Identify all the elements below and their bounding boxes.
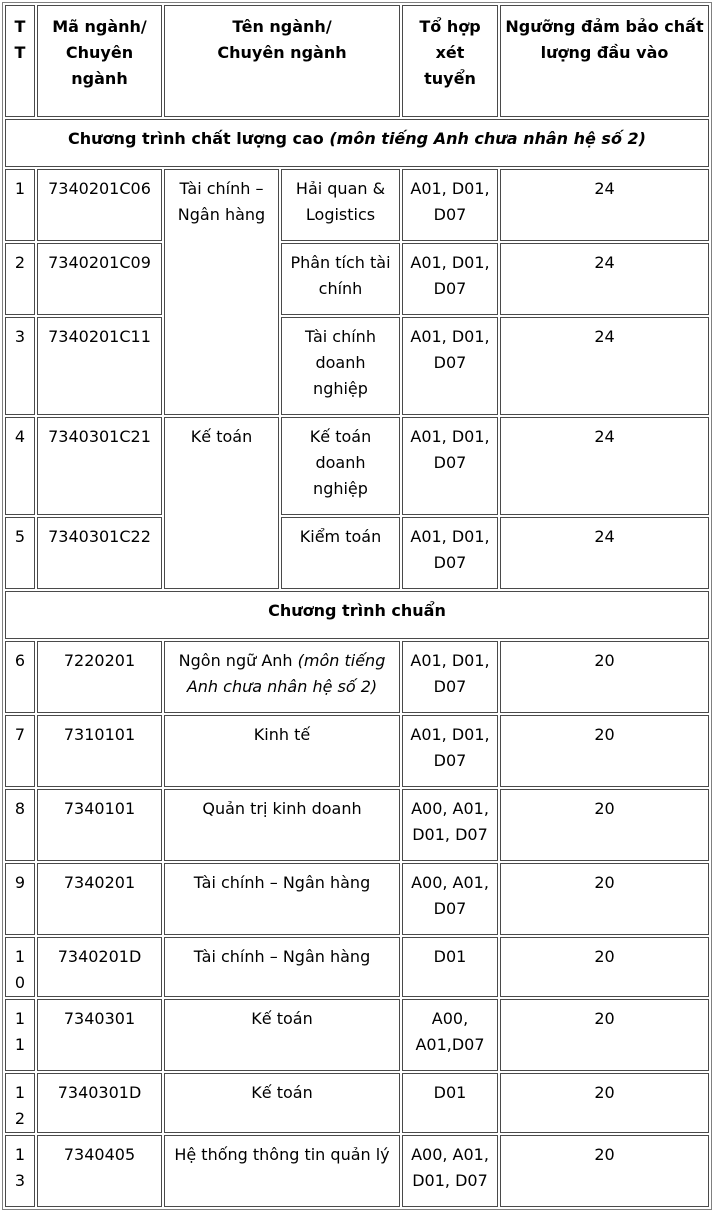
row-threshold: 20	[500, 863, 709, 935]
row-threshold: 20	[500, 641, 709, 713]
row-code: 7340405	[37, 1135, 162, 1207]
row-major: Ngôn ngữ Anh (môn tiếng Anh chưa nhân hệ số 2)	[164, 641, 400, 713]
row-combo: A00, A01, D01, D07	[402, 789, 498, 861]
row-combo: A01, D01, D07	[402, 715, 498, 787]
row-threshold: 24	[500, 417, 709, 515]
table-row	[5, 243, 709, 315]
row-major: Phân tích tài chính	[281, 243, 400, 315]
row-combo: D01	[402, 1073, 498, 1133]
row-tt: 11	[5, 999, 35, 1071]
row-combo: A01, D01, D07	[402, 317, 498, 415]
row-combo: A01, D01, D07	[402, 169, 498, 241]
admission-table	[2, 2, 712, 1210]
section-standard: Chương trình chuẩn	[5, 591, 709, 639]
row-code: 7340201D	[37, 937, 162, 997]
group-finance: Tài chính – Ngân hàng	[164, 169, 279, 415]
row-code: 7340201C09	[37, 243, 162, 315]
row-major: Kế toán doanh nghiệp	[281, 417, 400, 515]
table-row	[5, 169, 709, 241]
section-high-quality: Chương trình chất lượng cao (môn tiếng Anh chưa nhân hệ số 2)	[5, 119, 709, 167]
row-major: Tài chính – Ngân hàng	[164, 937, 400, 997]
row-tt: 4	[5, 417, 35, 515]
row-threshold: 20	[500, 1135, 709, 1207]
table-row	[5, 517, 709, 589]
table-row	[5, 789, 709, 861]
row-major: Kiểm toán	[281, 517, 400, 589]
table-row	[5, 937, 709, 997]
header-name: Tên ngành/ Chuyên ngành	[164, 5, 400, 117]
row-tt: 3	[5, 317, 35, 415]
row-tt: 9	[5, 863, 35, 935]
row-code: 7340301	[37, 999, 162, 1071]
table-row	[5, 863, 709, 935]
row-tt: 5	[5, 517, 35, 589]
row-code: 7340101	[37, 789, 162, 861]
row-major: Hải quan & Logistics	[281, 169, 400, 241]
row-major: Kế toán	[164, 1073, 400, 1133]
row-major: Kế toán	[164, 999, 400, 1071]
row-combo: A01, D01, D07	[402, 517, 498, 589]
row-threshold: 20	[500, 715, 709, 787]
row-threshold: 20	[500, 999, 709, 1071]
table-row	[5, 1135, 709, 1207]
table-row	[5, 1073, 709, 1133]
section-row	[5, 591, 709, 639]
row-threshold: 24	[500, 243, 709, 315]
row-major: Kinh tế	[164, 715, 400, 787]
row-threshold: 24	[500, 169, 709, 241]
header-combo: Tổ hợp xét tuyển	[402, 5, 498, 117]
section-row	[5, 119, 709, 167]
row-code: 7340201	[37, 863, 162, 935]
row-tt: 8	[5, 789, 35, 861]
table-row	[5, 715, 709, 787]
row-tt: 12	[5, 1073, 35, 1133]
row-code: 7340301D	[37, 1073, 162, 1133]
row-code: 7310101	[37, 715, 162, 787]
row-code: 7340301C21	[37, 417, 162, 515]
row-threshold: 20	[500, 937, 709, 997]
row-code: 7340201C06	[37, 169, 162, 241]
table-row	[5, 317, 709, 415]
row-combo: A01, D01, D07	[402, 417, 498, 515]
row-tt: 10	[5, 937, 35, 997]
row-threshold: 20	[500, 789, 709, 861]
row-tt: 1	[5, 169, 35, 241]
row-combo: A00, A01, D07	[402, 863, 498, 935]
row-tt: 7	[5, 715, 35, 787]
row-major: Tài chính doanh nghiệp	[281, 317, 400, 415]
header-code: Mã ngành/ Chuyên ngành	[37, 5, 162, 117]
row-tt: 2	[5, 243, 35, 315]
row-major: Quản trị kinh doanh	[164, 789, 400, 861]
row-major: Hệ thống thông tin quản lý	[164, 1135, 400, 1207]
row-combo: A00, A01,D07	[402, 999, 498, 1071]
row-threshold: 24	[500, 317, 709, 415]
header-tt: TT	[5, 5, 35, 117]
row-combo: A00, A01, D01, D07	[402, 1135, 498, 1207]
header-threshold: Ngưỡng đảm bảo chất lượng đầu vào	[500, 5, 709, 117]
row-threshold: 20	[500, 1073, 709, 1133]
row-combo: A01, D01, D07	[402, 243, 498, 315]
row-combo: D01	[402, 937, 498, 997]
row-major: Tài chính – Ngân hàng	[164, 863, 400, 935]
group-accounting: Kế toán	[164, 417, 279, 589]
table-row	[5, 641, 709, 713]
row-code: 7220201	[37, 641, 162, 713]
table-row	[5, 417, 709, 515]
row-code: 7340201C11	[37, 317, 162, 415]
row-tt: 6	[5, 641, 35, 713]
header-row	[5, 5, 709, 117]
row-tt: 13	[5, 1135, 35, 1207]
row-code: 7340301C22	[37, 517, 162, 589]
table-row	[5, 999, 709, 1071]
row-combo: A01, D01, D07	[402, 641, 498, 713]
row-threshold: 24	[500, 517, 709, 589]
